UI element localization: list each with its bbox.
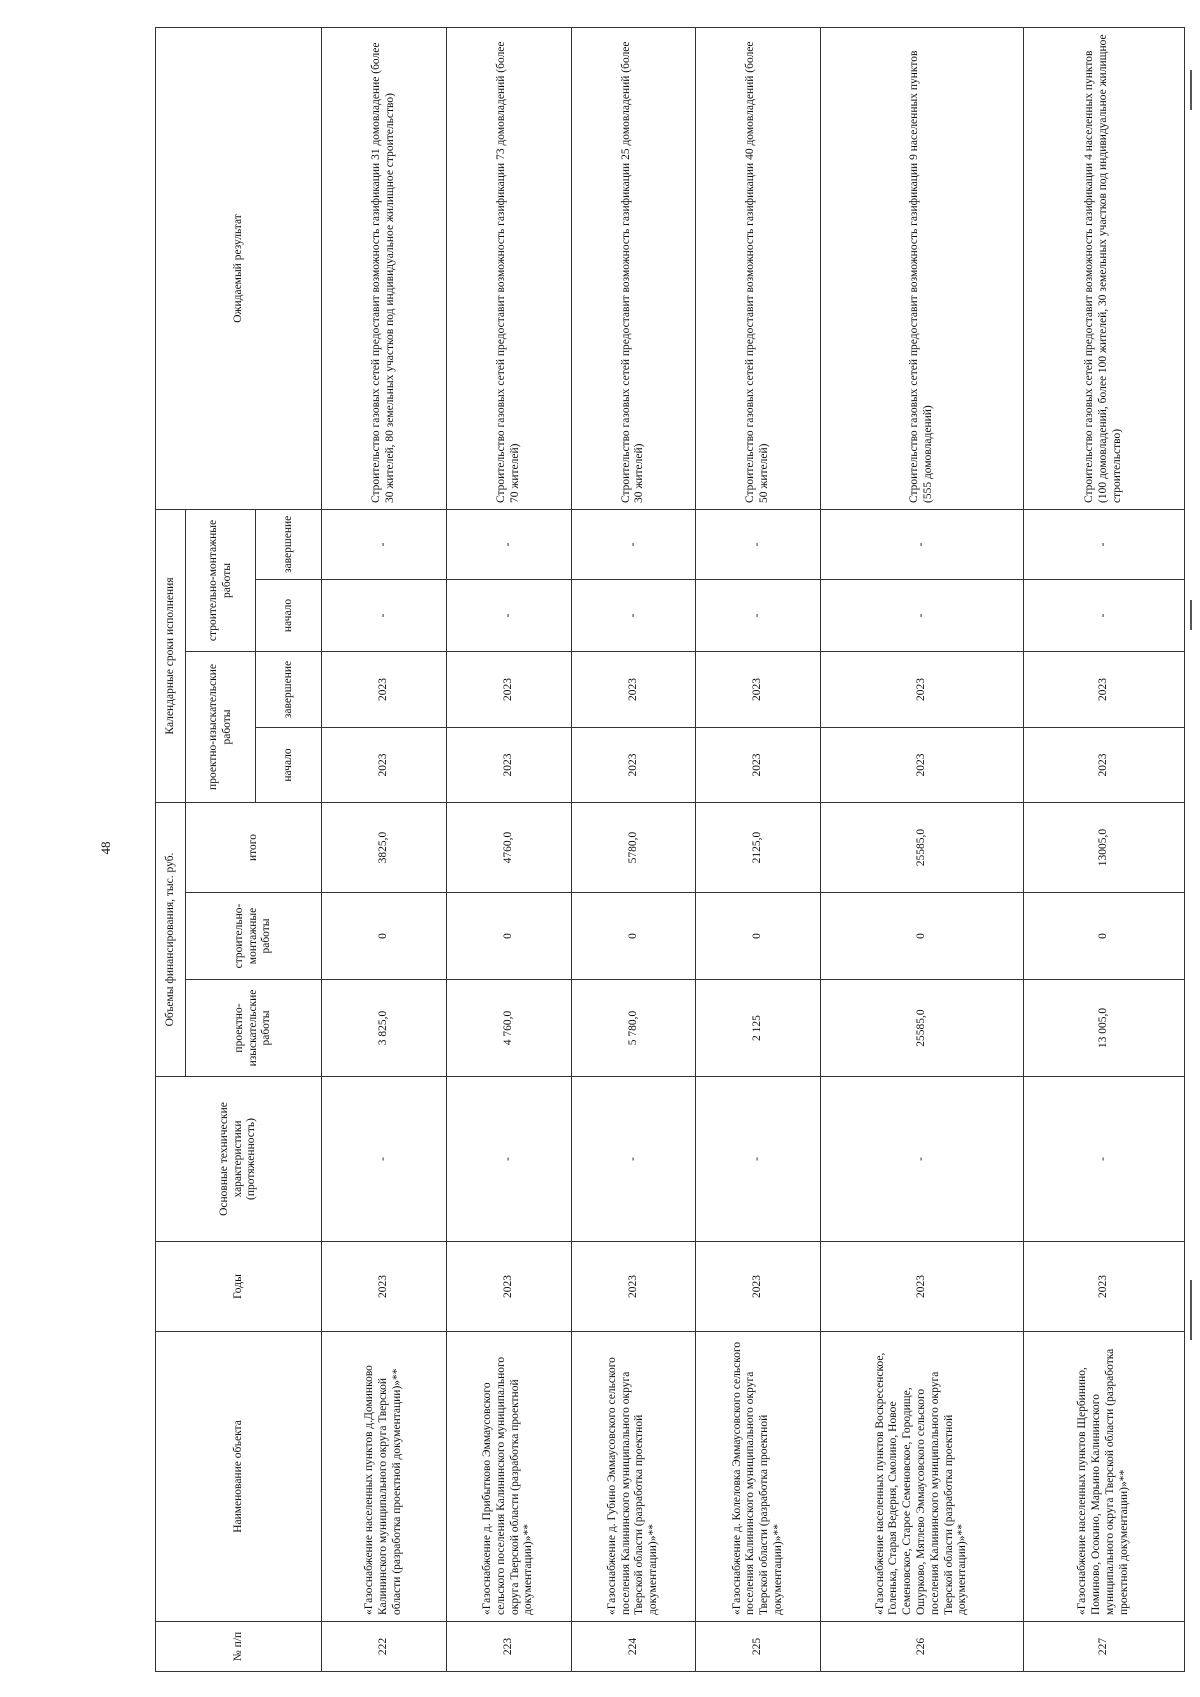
row-pir-start: 2023 — [571, 728, 696, 803]
row-year: 2023 — [821, 1242, 1024, 1332]
table-row — [821, 28, 1024, 1672]
row-tech: - — [1023, 1077, 1184, 1242]
row-pir-end: 2023 — [696, 652, 821, 728]
header-terms-smr: строительно-монтажные работы — [186, 510, 256, 652]
row-finance-smr: 0 — [322, 893, 447, 980]
row-finance-smr: 0 — [571, 893, 696, 980]
table-row — [1023, 28, 1184, 1672]
row-num: 226 — [821, 1622, 1024, 1672]
table-row — [322, 28, 447, 1672]
row-finance-total: 13005,0 — [1023, 803, 1184, 893]
row-smr-start: - — [696, 580, 821, 652]
table-row — [571, 28, 696, 1672]
header-terms-pir: проектно-изыскательские работы — [186, 652, 256, 803]
row-pir-start: 2023 — [696, 728, 821, 803]
row-name: «Газоснабжение населенных пунктов д.Доминково Калининского муниципального округа Тверской области (разработка проектной документации)»** — [322, 1332, 447, 1622]
row-tech: - — [821, 1077, 1024, 1242]
row-smr-end: - — [1023, 510, 1184, 580]
row-pir-end: 2023 — [571, 652, 696, 728]
header-years: Годы — [156, 1242, 322, 1332]
scan-edge-mark — [1190, 1280, 1192, 1340]
header-terms-group: Календарные сроки исполнения — [156, 510, 186, 803]
table-header — [156, 28, 322, 1672]
scan-edge-mark — [1190, 70, 1192, 110]
row-year: 2023 — [696, 1242, 821, 1332]
row-pir-start: 2023 — [446, 728, 571, 803]
header-pir-end: завершение — [256, 652, 322, 728]
row-year: 2023 — [1023, 1242, 1184, 1332]
row-year: 2023 — [571, 1242, 696, 1332]
row-result: Строительство газовых сетей предоставит возможность газификации 25 домовладений (более 30 жителей) — [571, 28, 696, 510]
row-name: «Газоснабжение д. Колеловка Эммаусовского сельского поселения Калининского муниципального округа Тверской области (разработка проектной документации)»** — [696, 1332, 821, 1622]
row-finance-pir: 25585,0 — [821, 980, 1024, 1077]
row-smr-start: - — [821, 580, 1024, 652]
row-name: «Газоснабжение д. Губино Эммаусовского сельского поселения Калининского муниципального округа Тверской области (разработка проектной документации)»** — [571, 1332, 696, 1622]
row-smr-start: - — [322, 580, 447, 652]
row-num: 224 — [571, 1622, 696, 1672]
row-smr-start: - — [446, 580, 571, 652]
row-pir-start: 2023 — [322, 728, 447, 803]
row-pir-end: 2023 — [821, 652, 1024, 728]
row-pir-end: 2023 — [446, 652, 571, 728]
header-finance-smr: строительно-монтажные работы — [186, 893, 322, 980]
row-result: Строительство газовых сетей предоставит возможность газификации 40 домовладений (более 50 жителей) — [696, 28, 821, 510]
row-finance-total: 2125,0 — [696, 803, 821, 893]
row-name: «Газоснабжение населенных пунктов Щербинино, Поминово, Осокино, Марьино Калининского муниципального округа Тверской области (разработка проектной документации)»** — [1023, 1332, 1184, 1622]
page-number: 48 — [98, 841, 113, 855]
row-smr-start: - — [1023, 580, 1184, 652]
rotated-table-wrapper — [155, 34, 1185, 1672]
row-pir-start: 2023 — [1023, 728, 1184, 803]
row-finance-total: 4760,0 — [446, 803, 571, 893]
header-name: Наименование объекта — [156, 1332, 322, 1622]
row-tech: - — [322, 1077, 447, 1242]
row-result: Строительство газовых сетей предоставит возможность газификации 9 населенных пунктов (555 домовладений) — [821, 28, 1024, 510]
scan-edge-mark — [1190, 600, 1192, 630]
header-finance-group: Объемы финансирования, тыс. руб. — [156, 803, 186, 1077]
row-smr-end: - — [696, 510, 821, 580]
table-body — [322, 28, 1185, 1672]
row-year: 2023 — [446, 1242, 571, 1332]
row-finance-total: 25585,0 — [821, 803, 1024, 893]
row-result: Строительство газовых сетей предоставит возможность газификации 73 домовладений (более 70 жителей) — [446, 28, 571, 510]
row-tech: - — [446, 1077, 571, 1242]
row-pir-end: 2023 — [1023, 652, 1184, 728]
row-result: Строительство газовых сетей предоставит возможность газификации 4 населенных пунктов (100 домовладений, более 100 жителей, 30 земельных участков под индивидуальное жилищное строительство) — [1023, 28, 1184, 510]
row-finance-pir: 13 005,0 — [1023, 980, 1184, 1077]
row-finance-pir: 2 125 — [696, 980, 821, 1077]
row-year: 2023 — [322, 1242, 447, 1332]
row-num: 222 — [322, 1622, 447, 1672]
row-tech: - — [571, 1077, 696, 1242]
row-num: 223 — [446, 1622, 571, 1672]
row-result: Строительство газовых сетей предоставит возможность газификации 31 домовладение (более 30 жителей, 80 земельных участков под индивидуальное жилищное строительство) — [322, 28, 447, 510]
row-smr-end: - — [571, 510, 696, 580]
row-num: 227 — [1023, 1622, 1184, 1672]
row-pir-end: 2023 — [322, 652, 447, 728]
header-pir-start: начало — [256, 728, 322, 803]
gasification-objects-table — [155, 27, 1185, 1672]
row-smr-end: - — [821, 510, 1024, 580]
header-smr-end: завершение — [256, 510, 322, 580]
row-smr-end: - — [446, 510, 571, 580]
row-num: 225 — [696, 1622, 821, 1672]
row-finance-total: 3825,0 — [322, 803, 447, 893]
row-name: «Газоснабжение д. Прибытково Эммаусовского сельского поселения Калининского муниципального округа Тверской области (разработка проектной документации)»** — [446, 1332, 571, 1622]
row-tech: - — [696, 1077, 821, 1242]
table-row — [696, 28, 821, 1672]
header-finance-total: итого — [186, 803, 322, 893]
header-smr-start: начало — [256, 580, 322, 652]
row-finance-smr: 0 — [821, 893, 1024, 980]
row-finance-smr: 0 — [1023, 893, 1184, 980]
row-finance-smr: 0 — [696, 893, 821, 980]
header-num: № п/п — [156, 1622, 322, 1672]
header-finance-pir: проектно-изыскательские работы — [186, 980, 322, 1077]
row-finance-pir: 3 825,0 — [322, 980, 447, 1077]
row-smr-end: - — [322, 510, 447, 580]
row-finance-smr: 0 — [446, 893, 571, 980]
header-tech: Основные технические характеристики (протяженность) — [156, 1077, 322, 1242]
row-finance-total: 5780,0 — [571, 803, 696, 893]
table-row — [446, 28, 571, 1672]
row-smr-start: - — [571, 580, 696, 652]
row-name: «Газоснабжение населенных пунктов Воскресенское, Голенька, Старая Ведерня, Смолино, Новое Семеновское, Старое Семеновское, Городище, Ошурково, Мятлево Эммаусовского сельского поселения Калининского муниципального округа Тверской области (разработка проектной документации)»** — [821, 1332, 1024, 1622]
row-finance-pir: 5 780,0 — [571, 980, 696, 1077]
row-pir-start: 2023 — [821, 728, 1024, 803]
row-finance-pir: 4 760,0 — [446, 980, 571, 1077]
header-result: Ожидаемый результат — [156, 28, 322, 510]
